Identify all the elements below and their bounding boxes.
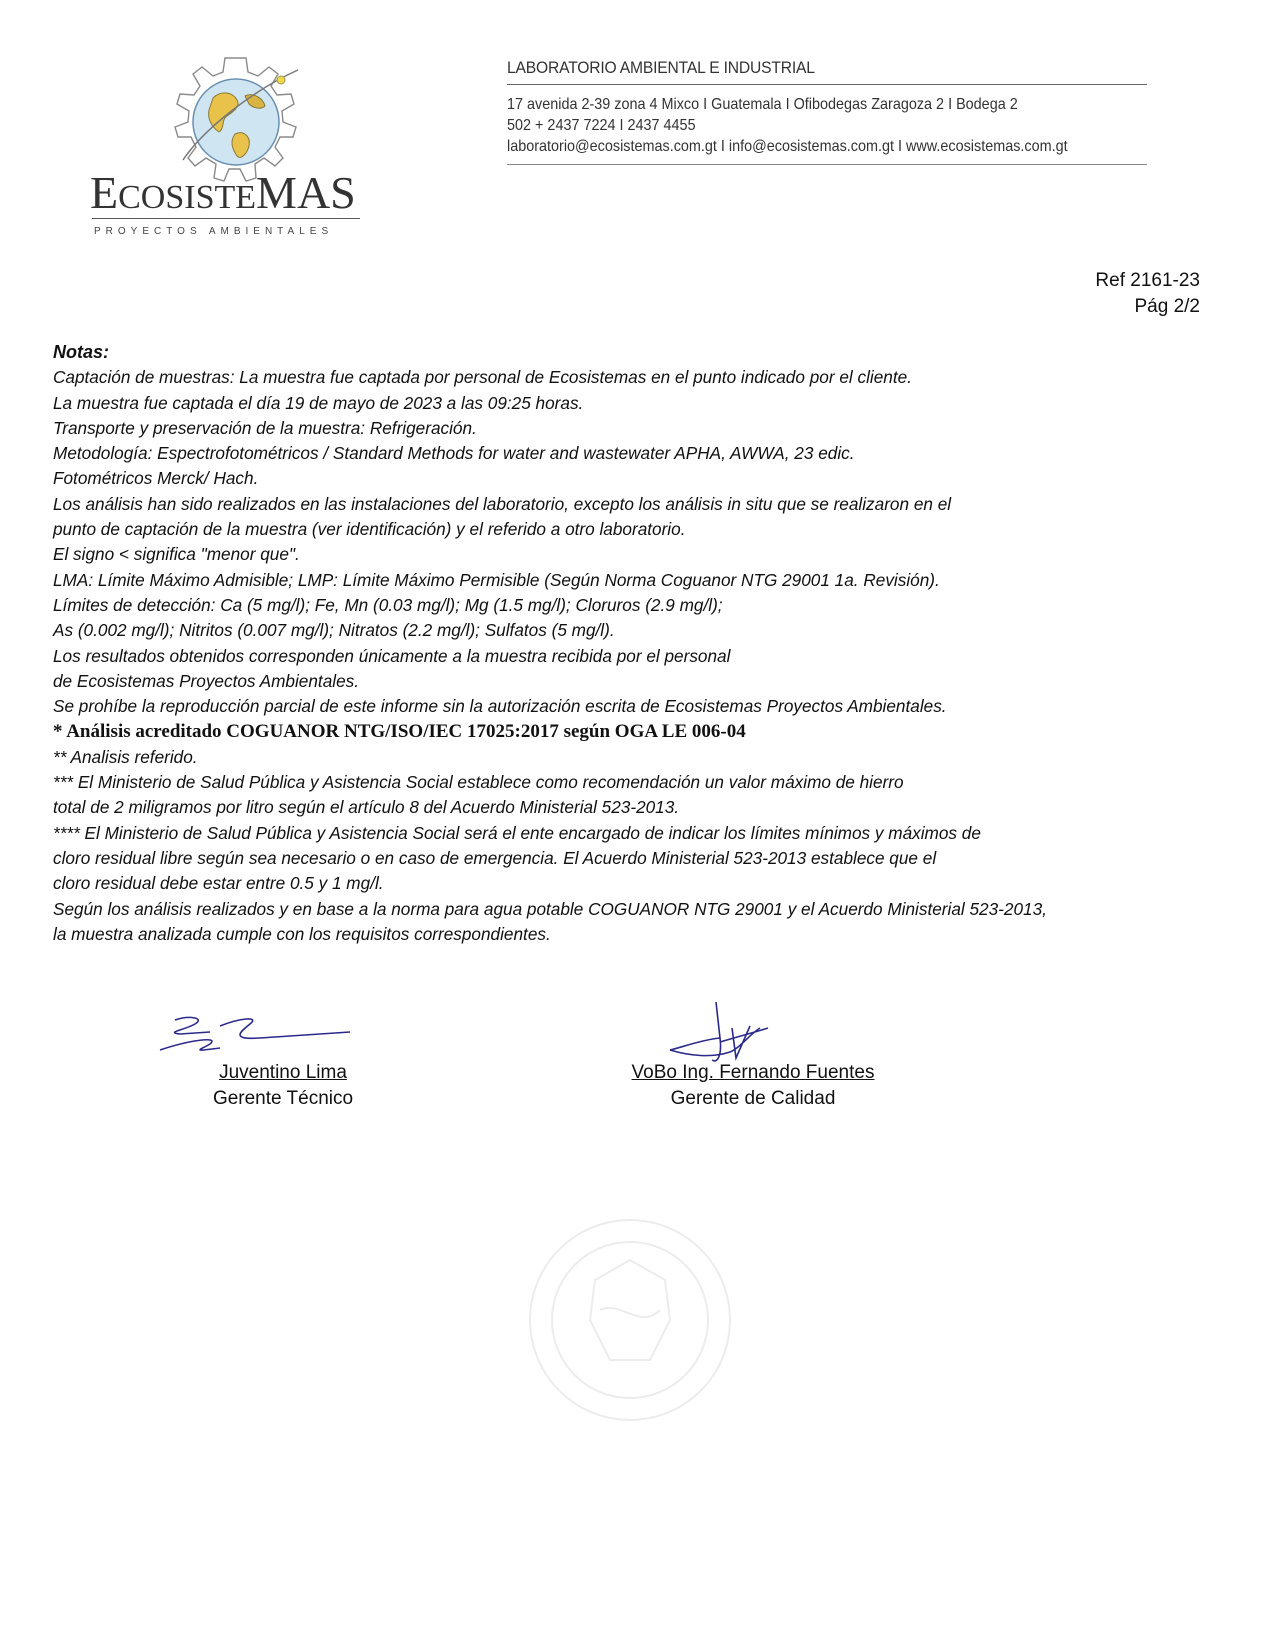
header-divider bbox=[507, 84, 1147, 85]
accreditation-note: * Análisis acreditado COGUANOR NTG/ISO/IEC 17025:2017 según OGA LE 006-04 bbox=[53, 721, 746, 743]
letterhead bbox=[507, 58, 1147, 165]
signer-role: Gerente Técnico bbox=[212, 1088, 354, 1109]
note-line: Metodología: Espectrofotométricos / Standard Methods for water and wastewater APHA, AWWA, 23 edic. bbox=[53, 443, 855, 464]
note-line: Captación de muestras: La muestra fue captada por personal de Ecosistemas en el punto indicado por el cliente. bbox=[53, 367, 912, 388]
lab-title: LABORATORIO AMBIENTAL E INDUSTRIAL bbox=[507, 58, 815, 77]
note-line: Fotométricos Merck/ Hach. bbox=[53, 468, 259, 489]
note-line: punto de captación de la muestra (ver identificación) y el referido a otro laboratorio. bbox=[53, 519, 686, 540]
note-line: **** El Ministerio de Salud Pública y Asistencia Social será el ente encargado de indicar los límites mínimos y máximos de bbox=[53, 822, 981, 843]
note-line: La muestra fue captada el día 19 de mayo de 2023 a las 09:25 horas. bbox=[53, 392, 584, 413]
logo-wordmark: ECOSISTEMAS bbox=[90, 167, 356, 218]
signature-left-drawing bbox=[150, 1010, 360, 1060]
lab-contacts: laboratorio@ecosistemas.com.gt I info@ecosistemas.com.gt I www.ecosistemas.com.gt bbox=[507, 138, 1068, 155]
lab-phones: 502 + 2437 7224 I 2437 4455 bbox=[507, 117, 696, 134]
note-line: Transporte y preservación de la muestra: Refrigeración. bbox=[53, 417, 477, 438]
page-number: Pág 2/2 bbox=[1134, 296, 1200, 317]
note-line: As (0.002 mg/l); Nitritos (0.007 mg/l); Nitratos (2.2 mg/l); Sulfatos (5 mg/l). bbox=[53, 620, 615, 641]
note-line: LMA: Límite Máximo Admisible; LMP: Límite Máximo Permisible (Según Norma Coguanor NTG 29001 1a. Revisión). bbox=[53, 569, 940, 590]
note-line: *** El Ministerio de Salud Pública y Asistencia Social establece como recomendación un valor máximo de hierro bbox=[53, 772, 904, 793]
note-line: Según los análisis realizados y en base a la norma para agua potable COGUANOR NTG 29001 y el Acuerdo Ministerial 523-2013, bbox=[53, 898, 1047, 919]
lab-address: 17 avenida 2-39 zona 4 Mixco I Guatemala I Ofibodegas Zaragoza 2 I Bodega 2 bbox=[507, 96, 1018, 113]
signature-left bbox=[148, 1060, 418, 1112]
document-reference bbox=[1095, 268, 1200, 320]
signer-name: VoBo Ing. Fernando Fuentes bbox=[631, 1062, 875, 1083]
signature-right bbox=[608, 1060, 898, 1112]
note-line: Se prohíbe la reproducción parcial de este informe sin la autorización escrita de Ecosistemas Proyectos Ambientales. bbox=[53, 696, 947, 717]
ref-number: Ref 2161-23 bbox=[1095, 270, 1200, 291]
notes-title: Notas: bbox=[53, 342, 110, 362]
signer-role: Gerente de Calidad bbox=[670, 1088, 836, 1109]
notes-section bbox=[53, 340, 1213, 947]
note-line: El signo < significa "menor que". bbox=[53, 544, 300, 565]
note-line: cloro residual debe estar entre 0.5 y 1 mg/l. bbox=[53, 873, 384, 894]
logo-divider bbox=[92, 218, 360, 219]
note-line: Los resultados obtenidos corresponden únicamente a la muestra recibida por el personal bbox=[53, 645, 731, 666]
logo-subtitle: PROYECTOS AMBIENTALES bbox=[94, 226, 334, 237]
note-line: ** Analisis referido. bbox=[53, 746, 198, 767]
note-line: Límites de detección: Ca (5 mg/l); Fe, Mn (0.03 mg/l); Mg (1.5 mg/l); Cloruros (2.9 mg/l); bbox=[53, 594, 723, 615]
company-logo bbox=[88, 50, 363, 250]
signer-name: Juventino Lima bbox=[219, 1062, 347, 1083]
note-line: la muestra analizada cumple con los requisitos correspondientes. bbox=[53, 923, 551, 944]
note-line: total de 2 miligramos por litro según el artículo 8 del Acuerdo Ministerial 523-2013. bbox=[53, 797, 680, 818]
note-line: cloro residual libre según sea necesario o en caso de emergencia. El Acuerdo Ministerial 523-2013 establece que el bbox=[53, 847, 937, 868]
note-line: de Ecosistemas Proyectos Ambientales. bbox=[53, 670, 360, 691]
note-line: Los análisis han sido realizados en las instalaciones del laboratorio, excepto los análisis in situ que se realizaron en el bbox=[53, 493, 952, 514]
embossed-seal-icon bbox=[520, 1210, 740, 1430]
header-divider-bottom bbox=[507, 164, 1147, 165]
